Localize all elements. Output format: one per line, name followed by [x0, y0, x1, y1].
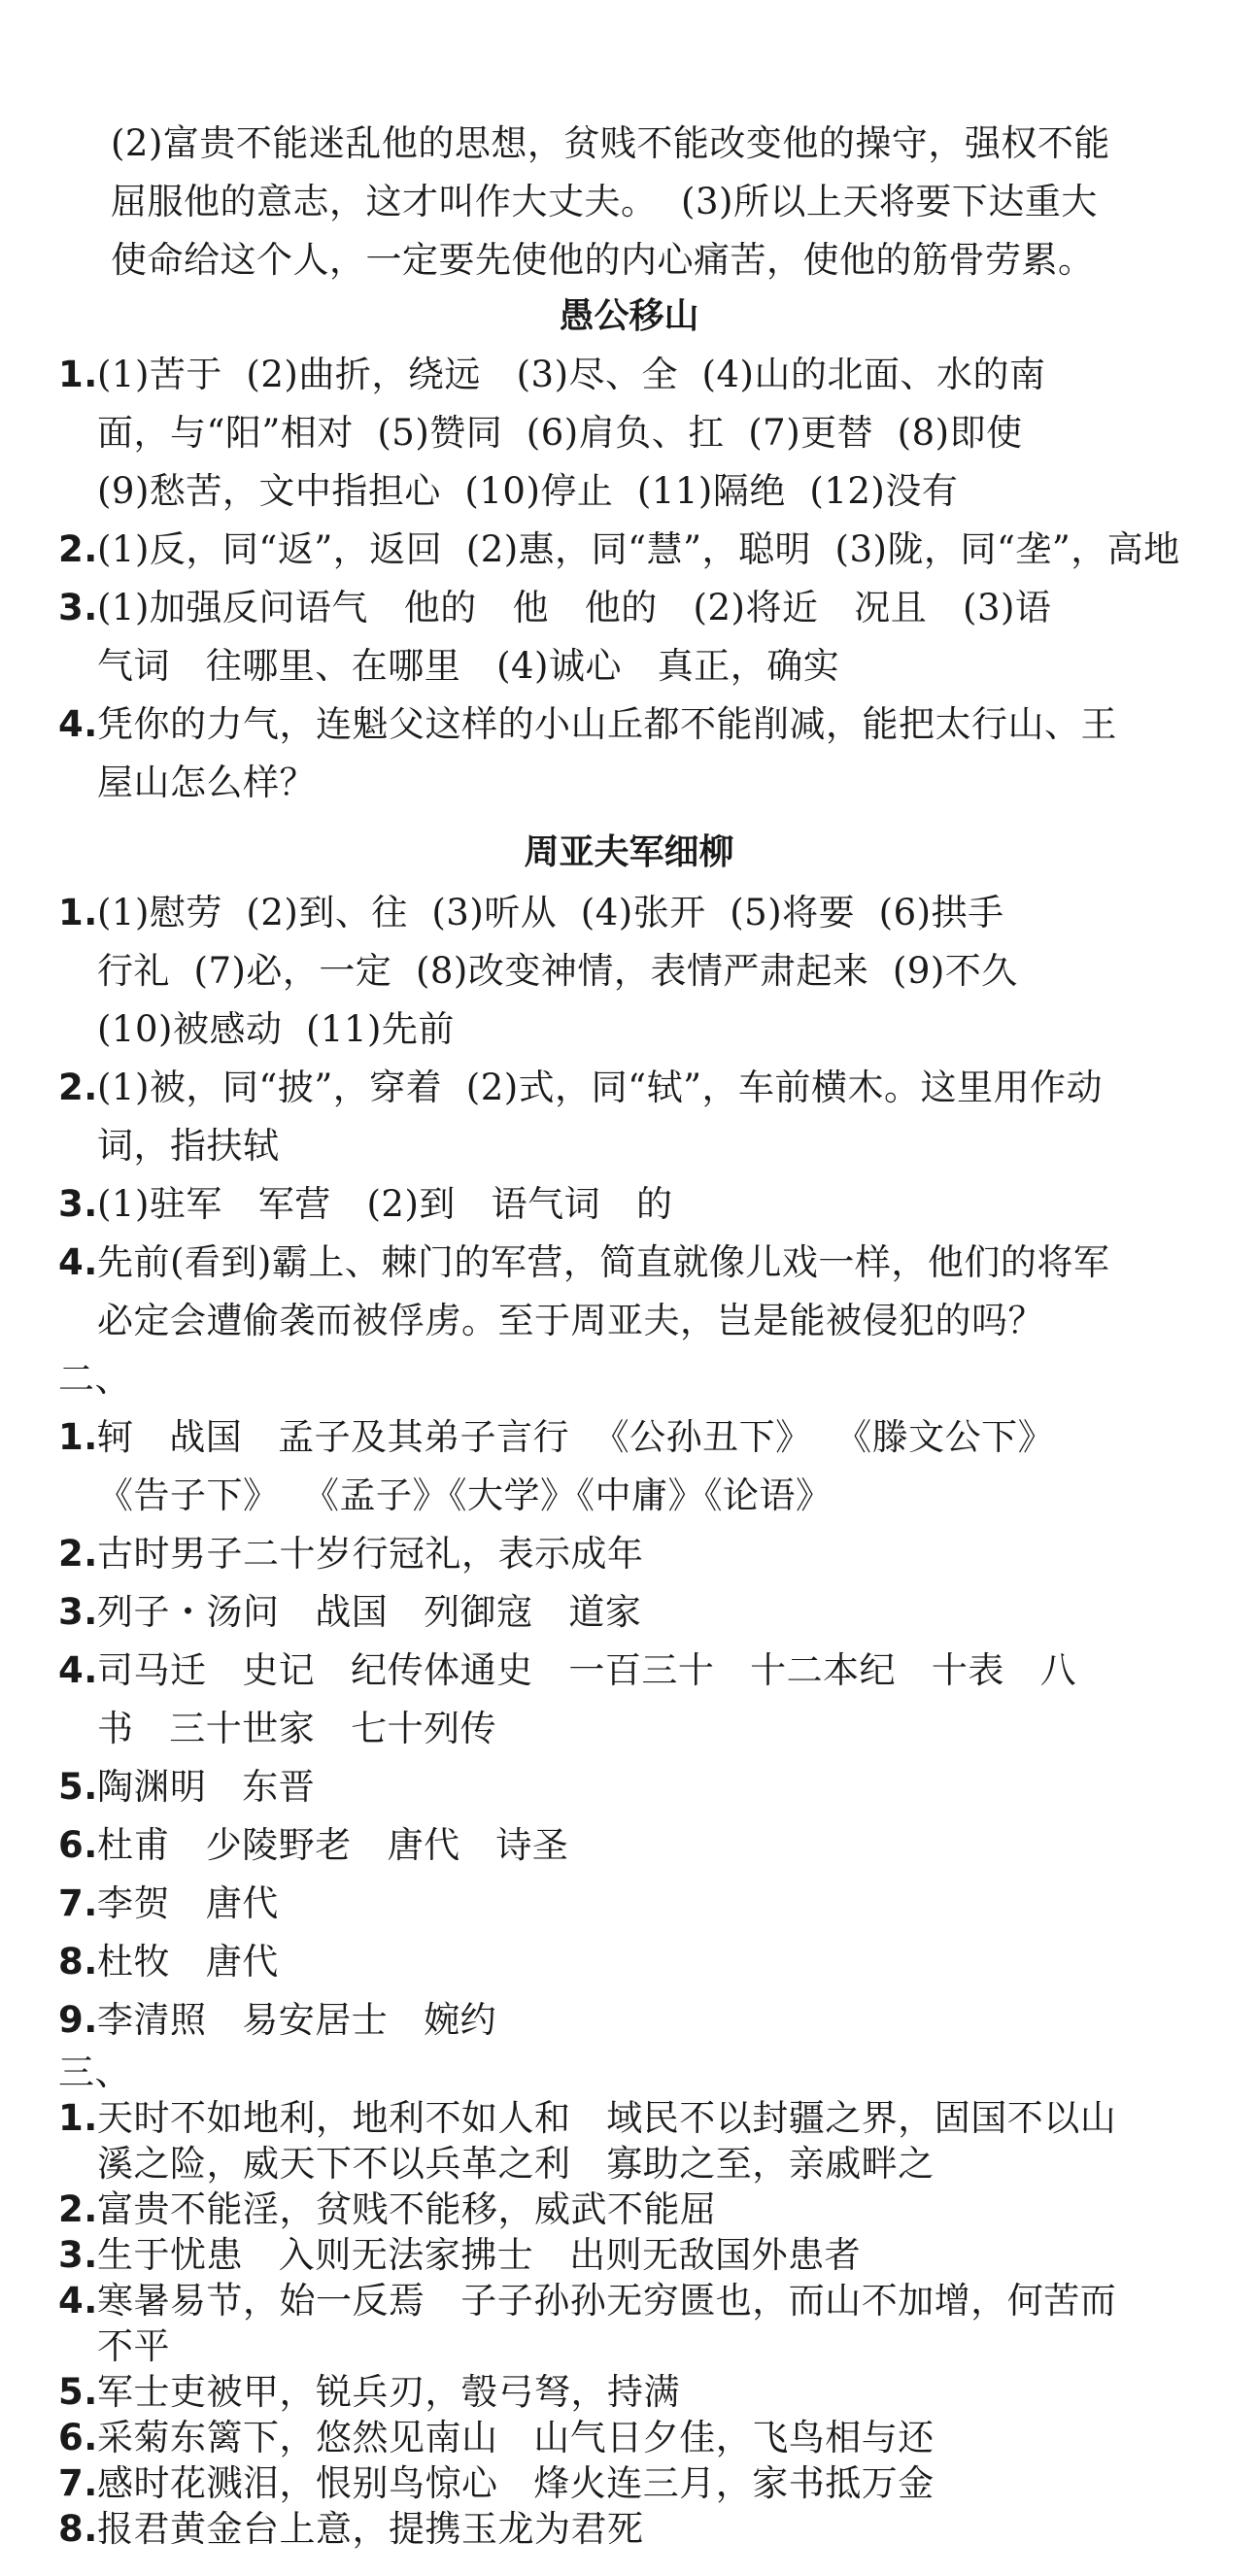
part3-item-7-number: 7. — [58, 2462, 98, 2504]
yugong-q4-line-2: 屋山怎么样？ — [97, 762, 316, 803]
part2-item-1-line-2: 《告子下》 《孟子》《大学》《中庸》《论语》 — [97, 1474, 833, 1516]
zhouyafu-q2-line-1: (1)被，同“披”，穿着 (2)式，同“轼”，车前横木。这里用作动 — [97, 1067, 1104, 1108]
part3-item-5-line-1: 军士吏被甲，锐兵刃，彀弓弩，持满 — [97, 2371, 680, 2413]
zhouyafu-q1-line-2: 行礼 (7)必，一定 (8)改变神情，表情严肃起来 (9)不久 — [97, 950, 1018, 992]
part3-item-5-number: 5. — [58, 2371, 98, 2413]
yugong-q2-line-1: (1)反，同“返”，返回 (2)惠，同“慧”，聪明 (3)陇，同“垄”，高地 — [97, 528, 1180, 570]
part3-item-6-line-1: 采菊东篱下，悠然见南山 山气日夕佳，飞鸟相与还 — [97, 2417, 935, 2458]
part2-item-1-number: 1. — [58, 1416, 98, 1458]
part3-item-3-line-1: 生于忧患 入则无法家拂士 出则无敌国外患者 — [97, 2234, 862, 2276]
section-title-yugong: 愚公移山 — [559, 296, 699, 336]
intro-line-2: 屈服他的意志，这才叫作大丈夫。 (3)所以上天将要下达重大 — [111, 181, 1098, 222]
part2-item-1-line-1: 轲 战国 孟子及其弟子言行 《公孙丑下》 《滕文公下》 — [97, 1416, 1055, 1458]
part3-item-1-line-2: 溪之险，威天下不以兵革之利 寡助之至，亲戚畔之 — [97, 2143, 935, 2185]
part3-item-2-number: 2. — [58, 2188, 98, 2230]
zhouyafu-q4-number: 4. — [58, 1241, 98, 1283]
part2-item-8-number: 8. — [58, 1941, 98, 1983]
part3-item-8-number: 8. — [58, 2508, 98, 2550]
part2-item-6-number: 6. — [58, 1824, 98, 1866]
yugong-q3-number: 3. — [58, 587, 98, 628]
part3-item-6-number: 6. — [58, 2417, 98, 2458]
part2-item-4-line-2: 书 三十世家 七十列传 — [97, 1708, 497, 1749]
zhouyafu-q4-line-1: 先前(看到)霸上、棘门的军营，简直就像儿戏一样，他们的将军 — [97, 1241, 1110, 1283]
part3-item-3-number: 3. — [58, 2234, 98, 2276]
zhouyafu-q1-number: 1. — [58, 892, 98, 933]
part3-item-1-line-1: 天时不如地利，地利不如人和 域民不以封疆之界，固国不以山 — [97, 2097, 1117, 2139]
part2-item-4-line-1: 司马迁 史记 纪传体通史 一百三十 十二本纪 十表 八 — [97, 1649, 1077, 1691]
yugong-q3-line-1: (1)加强反问语气 他的 他 他的 (2)将近 况且 (3)语 — [97, 587, 1052, 628]
yugong-q1-number: 1. — [58, 354, 98, 395]
zhouyafu-q1-line-1: (1)慰劳 (2)到、往 (3)听从 (4)张开 (5)将要 (6)拱手 — [97, 892, 1004, 933]
yugong-q3-line-2: 气词 往哪里、在哪里 (4)诚心 真正，确实 — [97, 645, 840, 687]
yugong-q4-number: 4. — [58, 703, 98, 745]
intro-line-1: (2)富贵不能迷乱他的思想，贫贱不能改变他的操守，强权不能 — [111, 122, 1110, 164]
zhouyafu-q2-number: 2. — [58, 1067, 98, 1108]
intro-line-3: 使命给这个人，一定要先使他的内心痛苦，使他的筋骨劳累。 — [111, 239, 1095, 281]
part2-item-6-line-1: 杜甫 少陵野老 唐代 诗圣 — [97, 1824, 569, 1866]
yugong-q4-line-1: 凭你的力气，连魁父这样的小山丘都不能削减，能把太行山、王 — [97, 703, 1117, 745]
part3-item-4-line-1: 寒暑易节，始一反焉 子子孙孙无穷匮也，而山不加增，何苦而 — [97, 2280, 1117, 2322]
part2-item-5-number: 5. — [58, 1766, 98, 1808]
zhouyafu-q4-line-2: 必定会遭偷袭而被俘虏。至于周亚夫，岂是能被侵犯的吗？ — [97, 1300, 1044, 1341]
part3-item-8-line-1: 报君黄金台上意，提携玉龙为君死 — [97, 2508, 644, 2550]
section-title-zhouyafu: 周亚夫军细柳 — [524, 832, 734, 872]
part2-item-5-line-1: 陶渊明 东晋 — [97, 1766, 316, 1808]
part2-item-2-number: 2. — [58, 1533, 98, 1575]
part2-item-9-line-1: 李清照 易安居士 婉约 — [97, 1999, 497, 2041]
part2-item-4-number: 4. — [58, 1649, 98, 1691]
zhouyafu-q3-number: 3. — [58, 1183, 98, 1225]
zhouyafu-q2-line-2: 词，指扶轼 — [97, 1125, 280, 1167]
part2-item-7-number: 7. — [58, 1882, 98, 1924]
part2-item-9-number: 9. — [58, 1999, 98, 2041]
part3-item-7-line-1: 感时花溅泪，恨别鸟惊心 烽火连三月，家书抵万金 — [97, 2462, 935, 2504]
yugong-q2-number: 2. — [58, 528, 98, 570]
part3-item-1-number: 1. — [58, 2097, 98, 2139]
part2-label: 二、 — [58, 1358, 131, 1400]
yugong-q1-line-2: 面，与“阳”相对 (5)赞同 (6)肩负、扛 (7)更替 (8)即使 — [97, 412, 1023, 454]
part2-item-3-line-1: 列子・汤问 战国 列御寇 道家 — [97, 1591, 642, 1633]
part3-item-2-line-1: 富贵不能淫，贫贱不能移，威武不能屈 — [97, 2188, 717, 2230]
part2-item-8-line-1: 杜牧 唐代 — [97, 1941, 279, 1983]
part3-item-4-line-2: 不平 — [97, 2325, 170, 2367]
yugong-q1-line-3: (9)愁苦，文中指担心 (10)停止 (11)隔绝 (12)没有 — [97, 470, 959, 512]
part2-item-7-line-1: 李贺 唐代 — [97, 1882, 279, 1924]
part2-item-2-line-1: 古时男子二十岁行冠礼，表示成年 — [97, 1533, 644, 1575]
part3-item-4-number: 4. — [58, 2280, 98, 2322]
yugong-q1-line-1: (1)苦于 (2)曲折，绕远 (3)尽、全 (4)山的北面、水的南 — [97, 354, 1046, 395]
part2-item-3-number: 3. — [58, 1591, 98, 1633]
zhouyafu-q3-line-1: (1)驻军 军营 (2)到 语气词 的 — [97, 1183, 673, 1225]
part3-label: 三、 — [58, 2051, 131, 2093]
zhouyafu-q1-line-3: (10)被感动 (11)先前 — [97, 1008, 455, 1050]
